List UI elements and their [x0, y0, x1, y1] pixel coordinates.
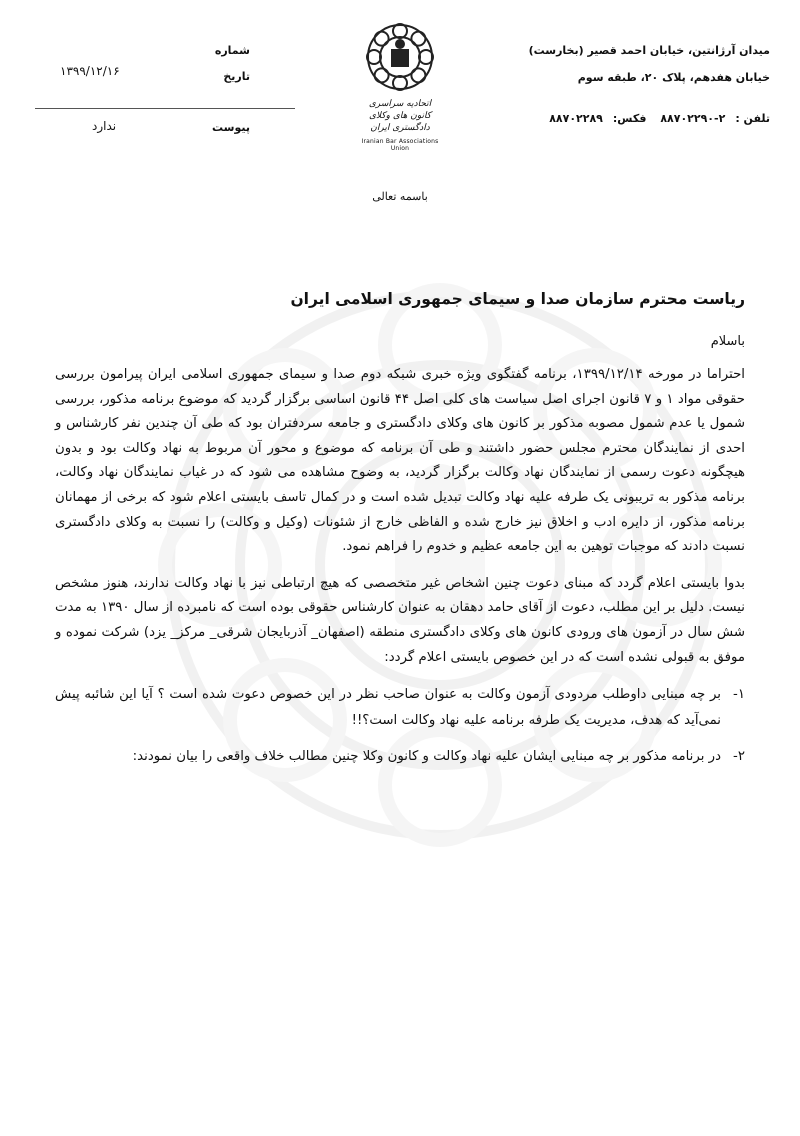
union-emblem-icon [365, 22, 435, 92]
recipient: ریاست محترم سازمان صدا و سیمای جمهوری اسلامی ایران [290, 290, 745, 308]
paragraph-1: احتراما در مورخه ۱۳۹۹/۱۲/۱۴، برنامه گفتگوی ویژه خبری شبکه دوم صدا و سیمای جمهوری اسلامی ایران پیرامون بررسی حقوقی مواد ۱ و ۷ قانون اجرای اصل سیاست های کلی اصل ۴۴ قانون اساسی برگزار گردید که موضوع برنامه مذکور، بررسی شمول یا عدم شمول مصوبه مذکور بر کانون های وکلای دادگستری و جامعه سردفتران بود که طی آن چندین نفر کارشناس و احدی از نمایندگان محترم مجلس حضور داشتند و طی آن برنامه که موضوع و محور آن مربوط به نهاد وکالت بود و بدون هیچگونه دعوت رسمی از نمایندگان نهاد وکالت برگزار گردید، به وضوح مشاهده می شود که در غیاب نمایندگان نهاد وکالت، برنامه مذکور به تریبونی یک طرفه علیه نهاد وکالت تبدیل شده است و در کمال تاسف بایستی اعلام شود که برخی از مهمانان برنامه مذکور، از دایره ادب و اخلاق نیز خارج شده و الفاظی خارج از شئونات (وکیل و وکالت) را نسبت به وکلای دادگستری نسبت دادند که موجبات توهین به این جامعه عظیم و خدوم را فراهم نمود. [55, 367, 745, 555]
fax-label: فکس: [612, 112, 647, 125]
fax-value: ۸۸۷۰۲۲۸۹ [549, 112, 603, 125]
invocation: باسمه تعالی [372, 190, 428, 203]
letterhead-address [528, 44, 770, 125]
letter-body [55, 290, 745, 780]
logo-calligraphy-line-2: کانون های وکلای دادگستری ایران [368, 111, 432, 133]
phone-value: ۲-۸۸۷۰۲۲۹۰ [660, 112, 726, 125]
phone-label: تلفن : [735, 112, 770, 125]
date-value: ۱۳۹۹/۱۲/۱۶ [60, 64, 120, 78]
number-label: شماره [214, 44, 250, 57]
contact-line [550, 112, 770, 125]
paragraph-2: بدوا بایستی اعلام گردد که مبنای دعوت چنین اشخاص غیر متخصصی که هیچ ارتباطی نیز با نهاد وکالت ندارند، هنوز مشخص نیست. دلیل بر این مطلب، دعوت از آقای حامد دهقان به عنوان کارشناس حقوقی بوده است که نامبرده از سال ۱۳۹۰ به مدت شش سال در آزمون های ورودی کانون های وکلای دادگستری منطقه (اصفهان_ آذربایجان شرقی_ مرکز_ یزد) شرکت نموده و موفق به قبولی نشده است که در این خصوص بایستی اعلام گردد: [55, 575, 745, 665]
union-logo [355, 22, 445, 152]
meta-divider [35, 108, 295, 109]
logo-calligraphy-line-1: اتحادیه سراسری [368, 99, 432, 109]
letter-meta [30, 40, 250, 140]
salutation: باسلام [710, 334, 745, 349]
list-item [55, 682, 745, 734]
list-item-number: ۱- [733, 687, 745, 703]
list-item-text: بر چه مبنایی داوطلب مردودی آزمون وکالت به عنوان صاحب نظر در این خصوص دعوت شده است ؟ آیا این شائبه پیش نمی‌آید که هدف، مدیریت یک طرفه برنامه علیه نهاد وکالت است؟!! [55, 687, 721, 729]
address-line-1: میدان آرژانتین، خیابان احمد قصیر (بخارست) [528, 44, 770, 57]
list-item-number: ۲- [733, 749, 745, 765]
logo-calligraphy [355, 98, 445, 134]
date-label: تاریخ [223, 70, 250, 83]
list-item-text: در برنامه مذکور بر چه مبنایی ایشان علیه نهاد وکالت و کانون وکلا چنین مطالب خلاف واقعی را بیان نمودند: [132, 749, 721, 765]
attachment-value: ندارد [92, 119, 117, 133]
logo-english-name: Iranian Bar Associations Union [361, 138, 439, 152]
list-item [55, 744, 745, 770]
attachment-label: پیوست [212, 121, 250, 134]
address-line-2: خیابان هفدهم، پلاک ۲۰، طبقه سوم [577, 71, 770, 84]
